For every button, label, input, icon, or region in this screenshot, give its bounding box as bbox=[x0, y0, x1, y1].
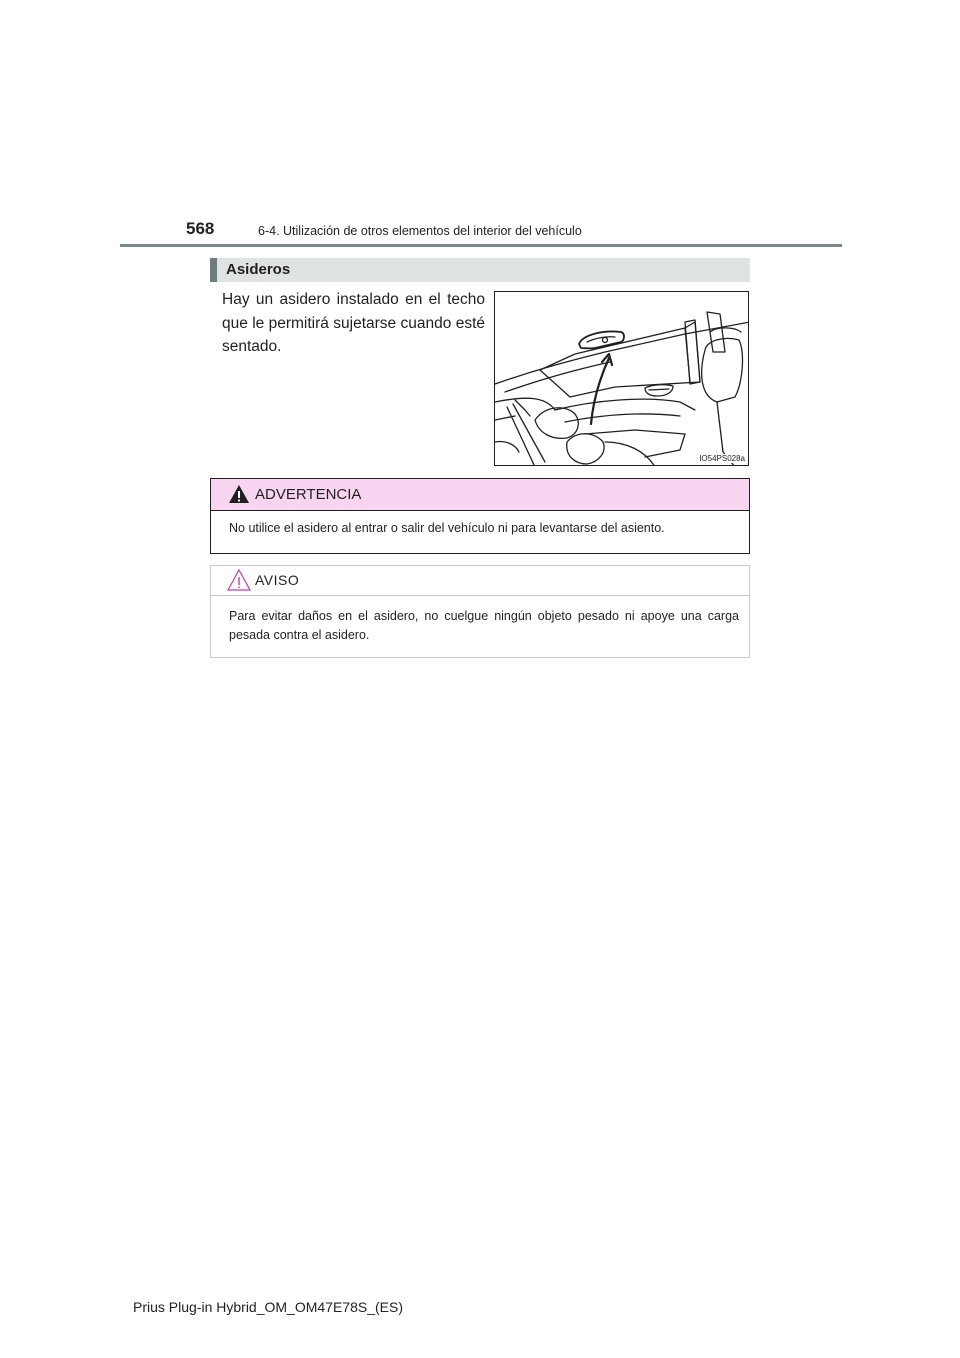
warning-box bbox=[210, 478, 750, 554]
section-header: 6-4. Utilización de otros elementos del interior del vehículo bbox=[258, 224, 582, 238]
warning-title: ADVERTENCIA bbox=[255, 486, 362, 503]
section-heading-bar bbox=[210, 258, 750, 282]
assist-grip-illustration bbox=[494, 291, 749, 466]
notice-text: Para evitar daños en el asidero, no cuelgue ningún objeto pesado ni apoye una carga pesada contra el asidero. bbox=[229, 609, 739, 642]
warning-text: No utilice el asidero al entrar o salir del vehículo ni para levantarse del asiento. bbox=[229, 521, 665, 535]
warning-header bbox=[211, 479, 749, 511]
warning-triangle-icon bbox=[228, 484, 250, 504]
caution-triangle-icon bbox=[226, 568, 252, 592]
notice-header bbox=[211, 566, 749, 596]
section-heading: Asideros bbox=[226, 261, 291, 278]
heading-accent bbox=[210, 258, 217, 282]
body-paragraph: Hay un asidero instalado en el techo que le permitirá sujetarse cuando esté sentado. bbox=[222, 291, 485, 355]
notice-box bbox=[210, 565, 750, 658]
footer-manual-id: Prius Plug-in Hybrid_OM_OM47E78S_(ES) bbox=[133, 1299, 403, 1315]
header-divider bbox=[120, 244, 842, 247]
figure-code: IO54PS028a bbox=[699, 454, 745, 463]
notice-title: AVISO bbox=[255, 572, 300, 588]
illustration-drawing bbox=[495, 292, 749, 466]
page-number: 568 bbox=[186, 219, 215, 238]
